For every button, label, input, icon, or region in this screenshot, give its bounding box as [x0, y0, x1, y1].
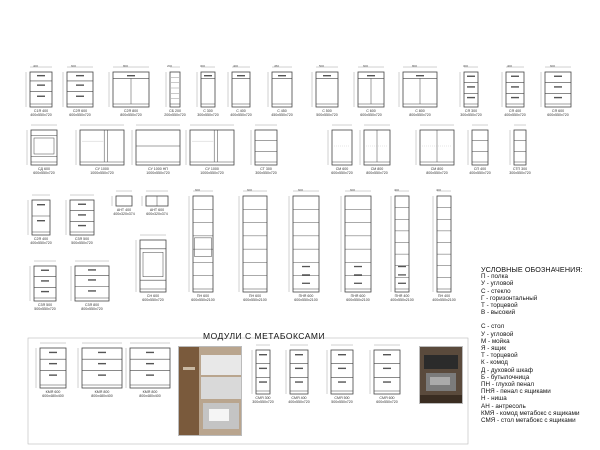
cabinet-caption: 400x550x720: [230, 113, 252, 117]
cabinet-caption: 400x320x374: [113, 212, 135, 216]
cabinet-caption: 600x550x2100: [346, 298, 370, 302]
legend-item: К - комод: [481, 359, 508, 367]
dimension-label: 600: [195, 188, 201, 192]
cabinet-caption: 1000x550x720: [90, 171, 114, 175]
cabinet-caption: С3Я 500: [74, 237, 90, 241]
cabinet-caption: ПН 600: [248, 294, 262, 298]
cabinet-caption: СЯ 600: [551, 109, 565, 113]
drawer-handle: [37, 220, 45, 221]
drawer-handle: [88, 279, 96, 280]
legend-item: СМЯ - стол метабокс с ящиками: [481, 417, 576, 425]
cabinet-caption: 500x550x720: [34, 307, 56, 311]
drawer-handle: [354, 266, 362, 267]
cabinet-caption: АНТ 600: [149, 208, 165, 212]
dimension-label: 450: [274, 64, 280, 68]
cabinet-caption: КМЯ 800: [94, 390, 110, 394]
drawer-handle: [511, 76, 519, 77]
cabinet-caption: ПН 600: [196, 294, 210, 298]
legend: [481, 266, 599, 424]
drawer-handle: [78, 225, 86, 226]
drawer-handle: [49, 352, 57, 353]
drawer-handle: [78, 204, 86, 205]
drawer-handle: [146, 352, 154, 353]
legend-item: С - стол: [481, 323, 505, 331]
cabinet-caption: 400x550x720: [30, 113, 52, 117]
cabinet-caption: 500x550x720: [331, 400, 353, 404]
cabinet-outline: [67, 72, 93, 107]
drawer-handle: [354, 283, 362, 284]
drawer-handle: [338, 368, 346, 369]
legend-item: П - полка: [481, 273, 508, 281]
cabinet-caption: СД 600: [38, 167, 50, 171]
cabinet-caption: 600x550x720: [547, 113, 569, 117]
cabinet-caption: 600x550x720: [142, 298, 164, 302]
cabinet-caption: 400x550x720: [30, 241, 52, 245]
cabinet-caption: С2Я 800: [123, 109, 139, 113]
cabinet-caption: 800x550x720: [366, 171, 388, 175]
cabinet-outline: [464, 72, 478, 107]
cabinet-caption: 300x550x720: [252, 400, 274, 404]
cabinet-outline: [345, 196, 371, 292]
cabinet-caption: СН 600: [146, 294, 160, 298]
legend-item: ПН - глухой пенал: [481, 381, 535, 389]
drawer-handle: [295, 354, 303, 355]
cabinet-outline: [545, 72, 571, 107]
cabinet-caption: СТ 300: [260, 167, 272, 171]
cabinet-caption: С2Я 400: [33, 237, 49, 241]
drawer-handle: [41, 270, 49, 271]
drawer-handle: [78, 214, 86, 215]
drawer-handle: [467, 86, 475, 87]
cabinet-caption: 200x550x720: [164, 113, 186, 117]
drawer-handle: [41, 291, 49, 292]
cabinet-caption: С 500: [322, 109, 332, 113]
cabinet-caption: СМ 800: [370, 167, 384, 171]
cabinet-caption: 300x550x720: [255, 171, 277, 175]
cabinet-caption: 800x550x720: [409, 113, 431, 117]
dimension-label: 400: [33, 64, 39, 68]
cabinet-caption: С 600: [366, 109, 376, 113]
dimension-label: 600: [363, 64, 369, 68]
cabinet-caption: СМЯ 600: [379, 396, 395, 400]
cabinet-caption: 600x320x374: [146, 212, 168, 216]
cabinet-caption: 400x550x720: [504, 113, 526, 117]
cabinet-caption: СМЯ 300: [255, 396, 271, 400]
legend-item: Д - духовой шкаф: [481, 366, 533, 374]
dimension-label: 300: [200, 64, 206, 68]
drawer-handle: [127, 75, 135, 76]
cabinet-caption: АНТ 400: [116, 208, 132, 212]
cabinet-outline: [70, 200, 94, 235]
drawer-handle: [49, 374, 57, 375]
cabinet-caption: С3Я 500: [37, 303, 53, 307]
cabinet-outline: [316, 72, 338, 107]
drawer-handle: [76, 75, 84, 76]
dimension-label: 200: [167, 64, 173, 68]
legend-item: Г - горизонтальный: [481, 294, 538, 302]
cabinet-outline: [290, 350, 308, 394]
cabinet-caption: 1000x550x720: [146, 171, 170, 175]
drawer-handle: [398, 274, 406, 275]
dimension-label: 800: [412, 64, 418, 68]
cabinet-caption: 1000x550x720: [200, 171, 224, 175]
dimension-label: 800: [123, 64, 129, 68]
cabinet-caption: 800x480x400: [91, 394, 113, 398]
dimension-label: 600: [71, 64, 77, 68]
cabinet-caption: 400x550x2100: [390, 298, 414, 302]
legend-item: В - высокий: [481, 309, 516, 317]
drawer-handle: [259, 354, 267, 355]
cabinet-caption: СЯ 400: [508, 109, 522, 113]
cabinet-outline: [331, 350, 353, 394]
dimension-label: 400: [507, 64, 513, 68]
cabinet-outline: [293, 196, 319, 292]
dimension-label: 500: [319, 64, 325, 68]
drawer-handle: [41, 280, 49, 281]
dimension-label: 600: [247, 188, 253, 192]
cabinet-caption: С1Я 400: [33, 109, 49, 113]
legend-item: Т - торцевой: [481, 302, 518, 310]
drawer-handle: [76, 96, 84, 97]
cabinet-caption: 500x550x720: [71, 241, 93, 245]
drawer-handle: [37, 96, 45, 97]
cabinet-caption: С 450: [277, 109, 287, 113]
cabinet-caption: СМ 600: [335, 167, 349, 171]
cabinet-caption: 800x550x720: [120, 113, 142, 117]
drawer-handle: [37, 75, 45, 76]
cabinet-outline: [332, 130, 352, 165]
legend-item: АН - антресоль: [481, 402, 526, 410]
drawer-handle: [398, 283, 406, 284]
drawer-handle: [295, 381, 303, 382]
drawer-handle: [259, 368, 267, 369]
cabinet-caption: 600x480x400: [42, 394, 64, 398]
cabinet-outline: [82, 348, 122, 388]
legend-title: УСЛОВНЫЕ ОБОЗНАЧЕНИЯ:: [481, 265, 583, 274]
cabinet-caption: СУ 1000 НП: [148, 167, 168, 171]
drawer-handle: [98, 374, 106, 375]
dimension-label: 600: [298, 188, 304, 192]
cabinet-caption: С 400: [236, 109, 246, 113]
drawer-handle: [37, 204, 45, 205]
legend-item: У - угловой: [481, 280, 514, 288]
drawer-handle: [98, 352, 106, 353]
drawer-handle: [511, 86, 519, 87]
dimension-label: 400: [233, 64, 239, 68]
drawer-handle: [398, 266, 406, 267]
cabinet-caption: 300x550x720: [460, 113, 482, 117]
cabinet-outline: [140, 240, 166, 292]
drawer-handle: [338, 381, 346, 382]
cabinet-caption: СМ 800: [430, 167, 444, 171]
cabinet-outline: [255, 130, 277, 165]
legend-group-upper: [481, 273, 599, 316]
drawer-handle: [467, 76, 475, 77]
drawer-handle: [49, 363, 57, 364]
cabinet-caption: ПНЯ 600: [350, 294, 366, 298]
cabinet-caption: СЯ 300: [464, 109, 478, 113]
cabinet-outline: [256, 350, 270, 394]
drawer-handle: [88, 290, 96, 291]
drawer-handle: [146, 374, 154, 375]
cabinet-caption: 400x550x2100: [432, 298, 456, 302]
photo-metabox-2: [419, 346, 463, 404]
cabinet-caption: 300x550x720: [509, 171, 531, 175]
drawer-handle: [367, 75, 375, 76]
cabinet-caption: 500x550x720: [316, 113, 338, 117]
drawer-handle: [259, 381, 267, 382]
cabinet-caption: СП 400: [473, 167, 487, 171]
drawer-handle: [295, 368, 303, 369]
cabinet-caption: 600x550x720: [331, 171, 353, 175]
cabinet-outline: [232, 72, 250, 107]
drawer-handle: [98, 363, 106, 364]
cabinet-outline: [30, 72, 52, 107]
cabinet-outline: [136, 130, 180, 165]
legend-group-lower: [481, 323, 599, 424]
cabinet-caption: СУ 1000: [205, 167, 219, 171]
legend-item: Я - ящик: [481, 345, 507, 353]
drawer-handle: [383, 354, 391, 355]
drawer-handle: [554, 76, 562, 77]
cabinet-outline: [40, 348, 66, 388]
drawer-handle: [302, 266, 310, 267]
drawer-handle: [204, 75, 212, 76]
cabinet-caption: 600x550x720: [376, 400, 398, 404]
cabinet-caption: КМЯ 800: [142, 390, 158, 394]
cabinet-outline: [31, 130, 57, 165]
photo-metabox-1: [178, 346, 242, 436]
cabinet-outline: [193, 196, 213, 292]
cabinet-caption: СТП 300: [512, 167, 528, 171]
cabinet-outline: [116, 196, 132, 206]
cabinet-caption: С2Я 600: [72, 109, 88, 113]
cabinet-caption: 800x550x720: [81, 307, 103, 311]
drawer-handle: [278, 75, 286, 76]
drawer-handle: [302, 283, 310, 284]
cabinet-caption: 400x550x720: [288, 400, 310, 404]
dimension-label: 600: [550, 64, 556, 68]
cabinet-outline: [130, 348, 170, 388]
cabinet-outline: [272, 72, 292, 107]
drawer-handle: [416, 75, 424, 76]
cabinet-caption: ПНЯ 600: [298, 294, 314, 298]
cabinet-outline: [243, 196, 267, 292]
cabinet-caption: КМЯ 600: [45, 390, 61, 394]
cabinet-caption: 450x550x720: [271, 113, 293, 117]
cabinet-outline: [374, 350, 400, 394]
legend-item: ПНЯ - пенал с ящиками: [481, 388, 551, 396]
cabinet-caption: СБ 200: [169, 109, 181, 113]
cabinet-caption: СМЯ 500: [334, 396, 350, 400]
cabinet-caption: С 300: [203, 109, 213, 113]
drawer-handle: [146, 363, 154, 364]
cabinet-caption: 600x550x2100: [294, 298, 318, 302]
cabinet-caption: 600x550x2100: [243, 298, 267, 302]
cabinet-caption: ПНЯ 400: [394, 294, 410, 298]
cabinet-caption: СУ 1000: [95, 167, 109, 171]
cabinet-outline: [34, 266, 56, 301]
drawer-handle: [338, 354, 346, 355]
cabinet-outline: [201, 72, 215, 107]
cabinet-outline: [80, 130, 124, 165]
legend-item: М - мойка: [481, 337, 510, 345]
cabinet-caption: 600x550x720: [360, 113, 382, 117]
dimension-label: 400: [436, 188, 442, 192]
drawer-handle: [88, 269, 96, 270]
dimension-label: 400: [394, 188, 400, 192]
modules-title: МОДУЛИ С МЕТАБОКСАМИ: [203, 331, 326, 341]
cabinet-caption: 600x550x2100: [191, 298, 215, 302]
cabinet-outline: [75, 266, 109, 301]
cabinet-caption: 800x480x400: [139, 394, 161, 398]
legend-item: С - стекло: [481, 287, 511, 295]
cabinet-caption: СМЯ 400: [291, 396, 307, 400]
cabinet-outline: [190, 130, 234, 165]
cabinet-caption: С3Я 800: [84, 303, 100, 307]
legend-item: КМЯ - комод метабокс с ящиками: [481, 409, 580, 417]
cabinet-outline: [472, 130, 488, 165]
cabinet-caption: 800x550x720: [426, 171, 448, 175]
drawer-handle: [554, 97, 562, 98]
dimension-label: 600: [350, 188, 356, 192]
drawer-handle: [323, 75, 331, 76]
cabinet-caption: С 800: [415, 109, 425, 113]
drawer-handle: [511, 97, 519, 98]
cabinet-caption: ПН 400: [437, 294, 451, 298]
drawer-handle: [37, 84, 45, 85]
cabinet-caption: 600x550x720: [69, 113, 91, 117]
cabinet-outline: [514, 130, 526, 165]
drawer-handle: [467, 97, 475, 98]
legend-item: Б - бутылочница: [481, 373, 530, 381]
drawer-handle: [302, 274, 310, 275]
legend-item: У - угловой: [481, 330, 514, 338]
cabinet-caption: 300x550x720: [197, 113, 219, 117]
legend-item: Н - ниша: [481, 395, 507, 403]
cabinet-caption: 400x550x720: [469, 171, 491, 175]
drawer-handle: [76, 84, 84, 85]
dimension-label: 300: [463, 64, 469, 68]
drawer-handle: [354, 274, 362, 275]
cabinet-caption: 600x550x720: [33, 171, 55, 175]
drawer-handle: [237, 75, 245, 76]
drawer-handle: [554, 86, 562, 87]
cabinet-outline: [506, 72, 524, 107]
legend-item: Т - торцевой: [481, 352, 518, 360]
drawer-handle: [383, 368, 391, 369]
drawer-handle: [383, 381, 391, 382]
